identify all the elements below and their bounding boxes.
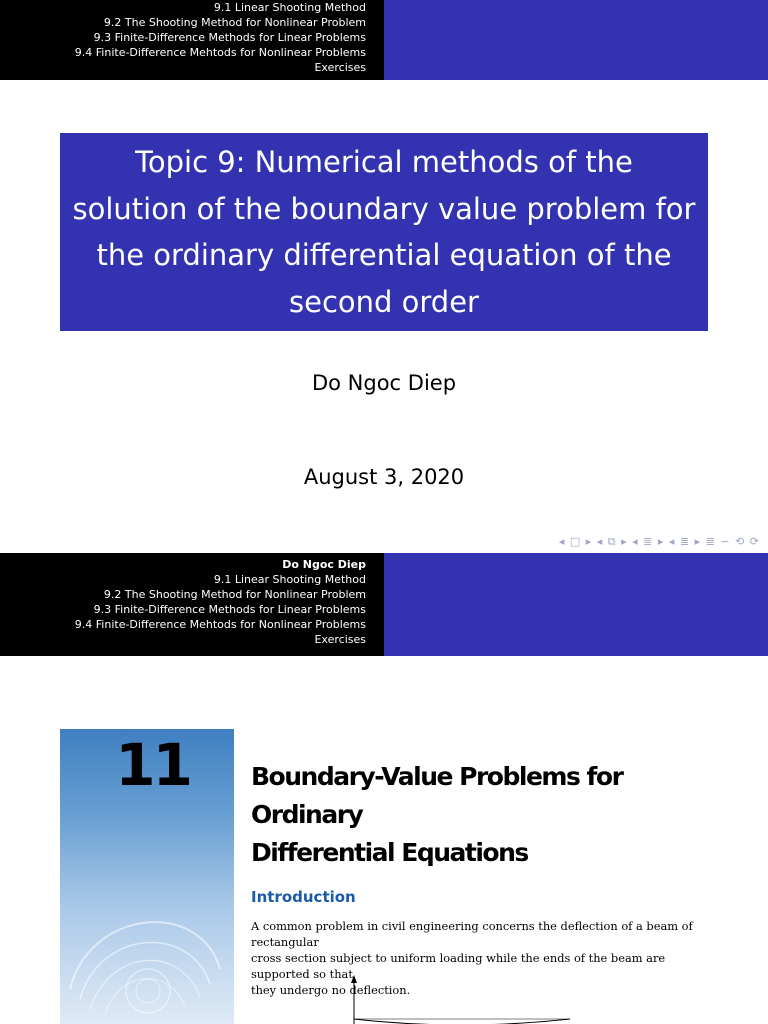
header-blue-band	[384, 553, 768, 656]
presentation-date: August 3, 2020	[303, 465, 465, 489]
nav-item-linear-shooting[interactable]: 9.1 Linear Shooting Method	[213, 1, 366, 14]
nav-item-finite-difference-linear[interactable]: 9.3 Finite-Difference Methods for Linear Problems	[93, 603, 366, 616]
section-navigation	[0, 553, 384, 656]
paragraph-line: cross section subject to uniform loading while the ends of the beam are supported so that	[251, 951, 666, 981]
chapter-title	[251, 758, 731, 872]
title-line: the ordinary differential equation of the	[96, 238, 672, 272]
title-line: Topic 9: Numerical methods of the	[135, 145, 633, 179]
nav-item-finite-difference-linear[interactable]: 9.3 Finite-Difference Methods for Linear Problems	[93, 31, 366, 44]
introduction-heading: Introduction	[251, 888, 356, 906]
presentation-title	[60, 133, 708, 331]
author-name: Do Ngoc Diep	[311, 371, 457, 395]
header-blue-band	[384, 0, 768, 80]
chapter-title-line: Boundary-Value Problems for Ordinary	[251, 762, 623, 829]
title-line: solution of the boundary value problem for	[72, 191, 696, 226]
beamer-navigation-symbols[interactable]: ◂ □ ▸ ◂ ⧉ ▸ ◂ ≣ ▸ ◂ ≣ ▸ ≣ ∽ ⟲ ⟳	[558, 535, 760, 548]
nav-item-finite-difference-nonlinear[interactable]: 9.4 Finite-Difference Mehtods for Nonlinear Problems	[74, 46, 366, 59]
nav-item-exercises[interactable]: Exercises	[314, 61, 366, 74]
nav-item-nonlinear-shooting[interactable]: 9.2 The Shooting Method for Nonlinear Problem	[103, 588, 366, 601]
nav-item-linear-shooting[interactable]: 9.1 Linear Shooting Method	[213, 573, 366, 586]
section-navigation	[0, 0, 384, 80]
beam-deflection-figure	[330, 975, 590, 1024]
paragraph-line: they undergo no deflection.	[251, 983, 411, 997]
nav-item-finite-difference-nonlinear[interactable]: 9.4 Finite-Difference Mehtods for Nonlinear Problems	[74, 618, 366, 631]
slide-header	[0, 0, 768, 80]
paragraph-line: A common problem in civil engineering concerns the deflection of a beam of rectangular	[251, 919, 693, 949]
nav-item-exercises[interactable]: Exercises	[314, 633, 366, 646]
content-slide	[0, 553, 768, 1024]
title-line: second order	[289, 284, 479, 319]
header-author-name: Do Ngoc Diep	[282, 558, 366, 571]
nav-item-nonlinear-shooting[interactable]: 9.2 The Shooting Method for Nonlinear Problem	[103, 16, 366, 29]
slide-header	[0, 553, 768, 656]
chapter-title-line: Differential Equations	[251, 838, 528, 867]
chapter-number: 11	[115, 731, 190, 799]
